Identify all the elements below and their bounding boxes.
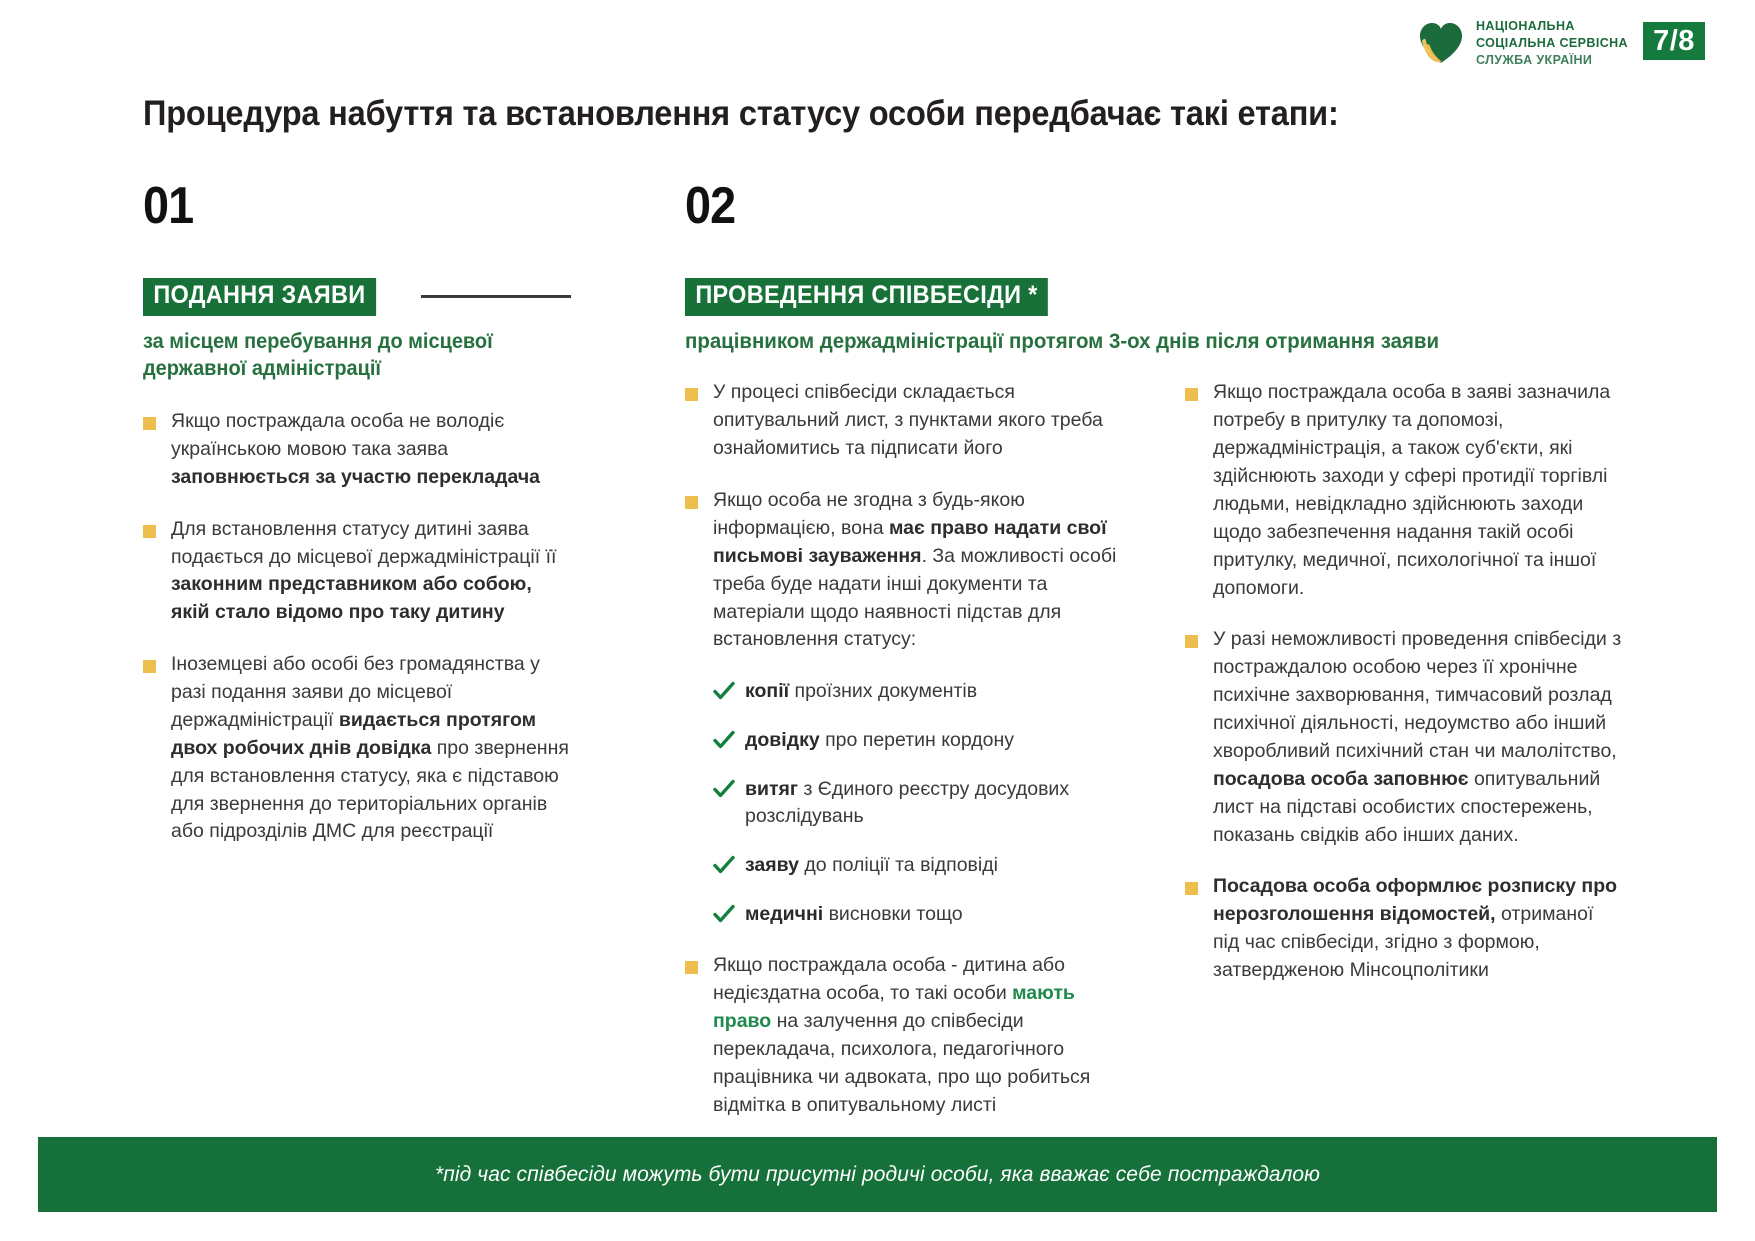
step-badge-02: ПРОВЕДЕННЯ СПІВБЕСІДИ * (685, 278, 1048, 316)
check-item (713, 727, 1125, 755)
step-02-right-column (1185, 355, 1625, 1143)
bullet-item (685, 379, 1125, 463)
bullet-item (143, 516, 573, 628)
bullet-square-icon (143, 525, 156, 538)
brand-name (1476, 18, 1628, 68)
bullet-text: Якщо постраждала особа не володіє українською мовою така заява заповнюється за участю перекладача (171, 410, 541, 488)
check-text: довідку про перетин кордону (745, 729, 1014, 751)
bullet-item (143, 651, 573, 846)
bullet-text: У разі неможливості проведення співбесіди з постраждалою особою через її хронічне психічне захворювання, тимчасовий розлад психічної діяльності, недоумство або інший хворобливий психічний стан чи малолітство, посадова особа заповнює опитувальний лист на підставі особистих спостережень, показань свідків або інших даних. (1213, 628, 1622, 846)
bullet-square-icon (1185, 635, 1198, 648)
bullet-item (1185, 379, 1625, 602)
bullet-square-icon (685, 388, 698, 401)
step-subtitle-02: працівником держадміністрації протягом 3-ох днів після отримання заяви (685, 328, 1440, 353)
bullet-list-02-right (1185, 379, 1625, 985)
bullet-item (143, 408, 573, 492)
check-icon (713, 854, 735, 876)
bullet-text: Якщо постраждала особа в заяві зазначила потребу в притулку та допомозі, держадміністрація, а також суб'єкти, які здійснюють заходи у сфері протидії торгівлі людьми, невідкладно здійснюють заходи щодо забезпечення надання такій особі притулку, медичної, психологічної та іншої допомоги. (1213, 381, 1611, 599)
check-icon (713, 778, 735, 800)
check-list-02 (713, 678, 1125, 928)
step-subtitle-01: за місцем перебування до місцевої державної адміністрації (143, 329, 493, 380)
step-02-left-column (685, 355, 1125, 1143)
bullet-list-02-left (685, 379, 1125, 654)
check-text: заяву до поліції та відповіді (745, 854, 998, 877)
check-icon (713, 903, 735, 925)
check-item (713, 776, 1125, 831)
step-number-02: 02 (685, 177, 736, 235)
step-badge-row-01 (143, 278, 573, 316)
brand-logo (1418, 18, 1628, 68)
check-text: копії проїзних документів (745, 680, 978, 703)
step-badge-01: ПОДАННЯ ЗАЯВИ (143, 278, 376, 316)
bullet-text: Якщо постраждала особа - дитина або недієздатна особа, то такі особи мають право на залучення до співбесіди перекладача, психолога, педагогічного працівника чи адвоката, про що робиться відмітка в опитувальному листі (713, 954, 1091, 1116)
brand-line-1: НАЦІОНАЛЬНА (1476, 19, 1575, 33)
bullet-square-icon (1185, 388, 1198, 401)
footer-note-text: *під час співбесіди можуть бути присутні родичі особи, яка вважає себе постраждалою (434, 1162, 1321, 1186)
badge-divider-line (421, 295, 571, 298)
bullet-list-01 (143, 408, 573, 846)
step-badge-row-02 (685, 278, 1695, 316)
check-text: витяг з Єдиного реєстру досудових розслідувань (745, 777, 1070, 828)
step-column-02 (685, 177, 1695, 1144)
brand-line-2: СОЦІАЛЬНА СЕРВІСНА (1476, 36, 1628, 50)
bullet-square-icon (685, 961, 698, 974)
bullet-square-icon (685, 496, 698, 509)
check-icon (713, 680, 735, 702)
brand-line-3: СЛУЖБА УКРАЇНИ (1476, 53, 1593, 67)
bullet-text: Якщо особа не згодна з будь-якою інформацією, вона має право надати свої письмові зауваження. За можливості особі треба буде надати інші документи та матеріали щодо наявності підстав для встановлення статусу: (713, 489, 1117, 651)
bullet-text: Посадова особа оформлює розписку про нерозголошення відомостей, отриманої під час співбесіди, згідно з формою, затвердженою Мінсоцполітики (1213, 875, 1618, 982)
bullet-square-icon (143, 660, 156, 673)
bullet-text: Для встановлення статусу дитині заява подається до місцевої держадміністрації її законним представником або собою, якій стало відомо про таку дитину (171, 517, 557, 624)
heart-logo-icon (1418, 21, 1464, 65)
bullet-item (685, 952, 1125, 1119)
check-item (713, 678, 1125, 706)
bullet-item (1185, 626, 1625, 849)
bullet-text: Іноземцеві або особі без громадянства у разі подання заяви до місцевої держадміністрації видається протягом двох робочих днів довідка про звернення для встановлення статусу, яка є підставою для звернення до територіальних органів або підрозділів ДМС для реєстрації (171, 653, 569, 843)
bullet-square-icon (1185, 882, 1198, 895)
bullet-text: У процесі співбесіди складається опитувальний лист, з пунктами якого треба ознайомитись та підписати його (713, 381, 1103, 460)
page-title: Процедура набуття та встановлення статусу особи передбачає такі етапи: (143, 94, 1339, 133)
bullet-list-02-left-after (685, 952, 1125, 1119)
bullet-square-icon (143, 417, 156, 430)
check-icon (713, 729, 735, 751)
step-number-01: 01 (143, 177, 194, 235)
bullet-item (1185, 873, 1625, 985)
page-indicator: 7/8 (1643, 22, 1705, 60)
step-column-01 (143, 177, 573, 870)
check-text: медичні висновки тощо (745, 902, 963, 925)
check-item (713, 852, 1125, 880)
bullet-item (685, 487, 1125, 654)
footer-note-banner (38, 1137, 1717, 1212)
step-02-content (685, 355, 1695, 1143)
check-item (713, 901, 1125, 929)
